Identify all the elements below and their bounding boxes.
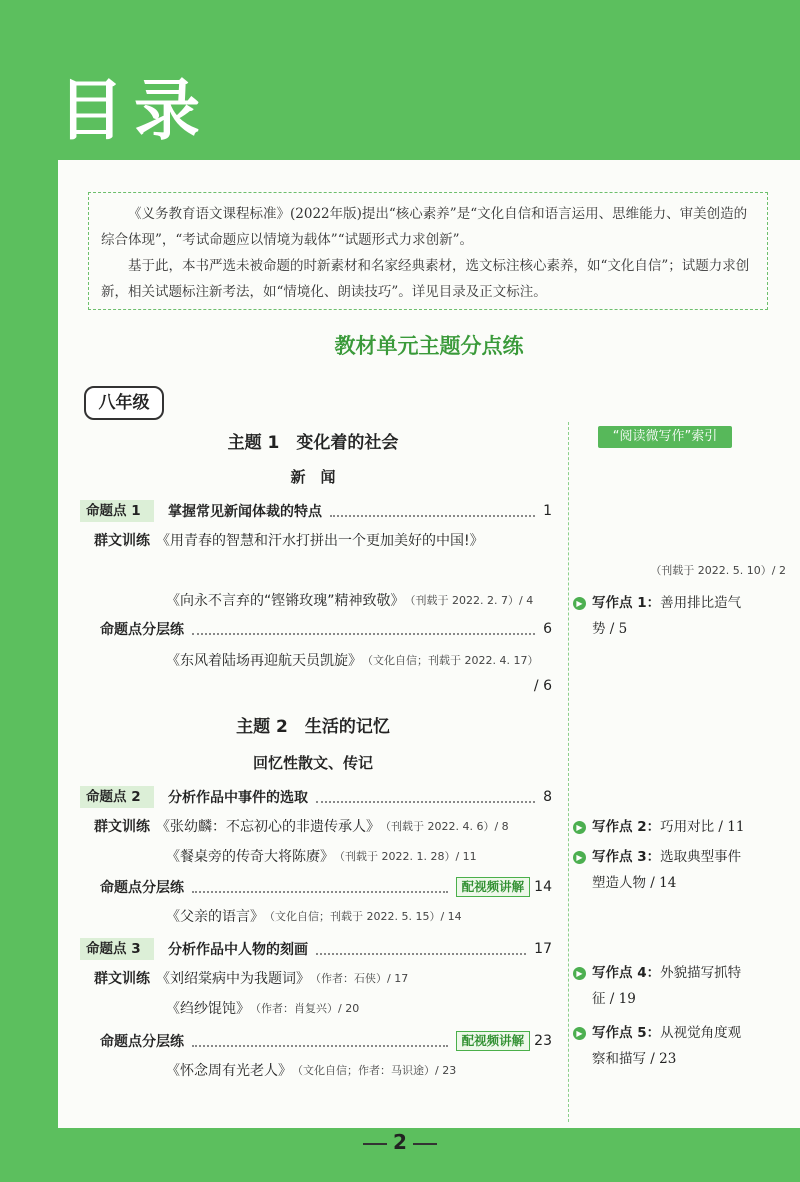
toc-entry-1-note <box>650 562 786 578</box>
footer-page-number <box>0 1130 800 1154</box>
play-arrow-icon: ▶ <box>573 967 586 980</box>
point-badge: 命题点 1 <box>80 500 154 522</box>
footer-rule-right <box>413 1143 437 1145</box>
entry-title: 《张幼麟：不忘初心的非遗传承人》 <box>156 819 380 835</box>
layered-label: 命题点分层练 <box>100 880 184 896</box>
writing-point-2[interactable]: ▶ 写作点 2：巧用对比 / 11 <box>573 814 773 840</box>
toc-entry-6[interactable] <box>166 906 462 926</box>
entry-title: 《东风着陆场再迎航天员凯旋》 <box>166 653 362 669</box>
entry-title: 《用青春的智慧和汗水打拼出一个更加美好的中国!》 <box>156 533 484 549</box>
entry-title: 《父亲的语言》 <box>166 909 264 925</box>
column-divider <box>568 422 569 1122</box>
play-arrow-icon: ▶ <box>573 597 586 610</box>
point-text: 分析作品中人物的刻画 <box>168 942 308 958</box>
topic-1-title: 主题 1 变化着的社会 <box>227 433 399 453</box>
entry-note: （文化自信；刊载于 2022. 5. 15）/ 14 <box>264 910 462 923</box>
entry-note: （刊载于 2022. 2. 7）/ 4 <box>404 594 534 607</box>
toc-entry-4[interactable] <box>94 816 509 836</box>
toc-point-1[interactable] <box>80 500 552 522</box>
toc-entry-8[interactable] <box>166 998 359 1018</box>
toc-entry-1[interactable] <box>94 530 484 550</box>
play-arrow-icon: ▶ <box>573 1027 586 1040</box>
entry-note: （刊载于 2022. 1. 28）/ 11 <box>334 850 477 863</box>
toc-layered-1[interactable] <box>100 618 552 640</box>
topic-2-title: 主题 2 生活的记忆 <box>236 717 390 737</box>
toc-layered-2[interactable] <box>100 876 552 898</box>
page-number: 6 <box>543 621 552 637</box>
entry-note: （刊载于 2022. 4. 6）/ 8 <box>380 820 509 833</box>
leader-dots <box>316 943 526 955</box>
entry-note: （作者：肖复兴）/ 20 <box>250 1002 360 1015</box>
topic-1-genre: 新 闻 <box>290 468 336 486</box>
toc-point-2[interactable] <box>80 786 552 808</box>
toc-entry-3-page <box>534 678 552 694</box>
topic-2-genre: 回忆性散文、传记 <box>252 754 373 772</box>
toc-entry-2[interactable] <box>166 590 533 610</box>
page-number: 14 <box>534 879 552 895</box>
leader-dots <box>330 505 535 517</box>
entry-label: 群文训练 <box>94 971 150 987</box>
toc-entry-7[interactable] <box>94 968 408 988</box>
entry-title: 《餐桌旁的传奇大将陈赓》 <box>166 849 334 865</box>
page-number: 2 <box>393 1130 407 1154</box>
point-text: 掌握常见新闻体裁的特点 <box>168 504 322 520</box>
leader-dots <box>192 881 448 893</box>
page-title: 目录 <box>58 72 210 149</box>
entry-title: 《刘绍棠病中为我题词》 <box>156 971 310 987</box>
video-badge[interactable]: 配视频讲解 <box>456 1031 531 1051</box>
play-arrow-icon: ▶ <box>573 821 586 834</box>
layered-label: 命题点分层练 <box>100 622 184 638</box>
page-number: 1 <box>543 503 552 519</box>
toc-layered-3[interactable] <box>100 1030 552 1052</box>
section-title: 教材单元主题分点练 <box>334 334 524 358</box>
content-sheet <box>58 160 800 1128</box>
entry-label: 群文训练 <box>94 819 150 835</box>
entry-title: 《绉纱馄饨》 <box>166 1001 250 1017</box>
entry-title: 《怀念周有光老人》 <box>166 1063 292 1079</box>
notice-box <box>88 192 768 310</box>
layered-label: 命题点分层练 <box>100 1034 184 1050</box>
entry-label: 群文训练 <box>94 533 150 549</box>
writing-point-4[interactable]: ▶ 写作点 4：外貌描写抓特 征 / 19 <box>573 960 773 1012</box>
point-text: 分析作品中事件的选取 <box>168 790 308 806</box>
point-badge: 命题点 2 <box>80 786 154 808</box>
footer-rule-left <box>363 1143 387 1145</box>
leader-dots <box>192 623 535 635</box>
video-badge[interactable]: 配视频讲解 <box>456 877 531 897</box>
notice-paragraph-2: 基于此，本书严选未被命题的时新素材和名家经典素材，选文标注核心素养，如“文化自信”；试题力求创新，相关试题标注新考法，如“情境化、朗读技巧”。详见目录及正文标注。 <box>101 258 750 300</box>
page-number: 8 <box>543 789 552 805</box>
leader-dots <box>316 791 535 803</box>
entry-note: （刊载于 2022. 5. 10）/ 2 <box>650 564 786 577</box>
page-number: 23 <box>534 1033 552 1049</box>
entry-note: （作者：石侠）/ 17 <box>310 972 409 985</box>
page-number: 17 <box>534 941 552 957</box>
toc-entry-5[interactable] <box>166 846 477 866</box>
toc-entry-3[interactable] <box>166 650 538 670</box>
grade-label: 八年级 <box>84 386 164 420</box>
point-badge: 命题点 3 <box>80 938 154 960</box>
notice-paragraph-1: 《义务教育语文课程标准》(2022年版)提出“核心素养”是“文化自信和语言运用、思维能力、审美创造的综合体现”，“考试命题应以情境为载体”“试题形式力求创新”。 <box>101 206 748 248</box>
page-number: / 6 <box>533 678 552 694</box>
writing-point-1[interactable]: ▶ 写作点 1：善用排比造气 势 / 5 <box>573 590 773 642</box>
writing-point-3[interactable]: ▶ 写作点 3：选取典型事件 塑造人物 / 14 <box>573 844 773 896</box>
play-arrow-icon: ▶ <box>573 851 586 864</box>
writing-index-label: “阅读微写作”索引 <box>598 426 732 448</box>
leader-dots <box>192 1035 448 1047</box>
entry-note: （文化自信；刊载于 2022. 4. 17） <box>362 654 539 667</box>
entry-note: （文化自信；作者：马识途）/ 23 <box>292 1064 457 1077</box>
toc-point-3[interactable] <box>80 938 552 960</box>
entry-title: 《向永不言弃的“铿锵玫瑰”精神致敬》 <box>166 593 405 609</box>
writing-point-5[interactable]: ▶ 写作点 5：从视觉角度观 察和描写 / 23 <box>573 1020 773 1072</box>
toc-entry-9[interactable] <box>166 1060 456 1080</box>
